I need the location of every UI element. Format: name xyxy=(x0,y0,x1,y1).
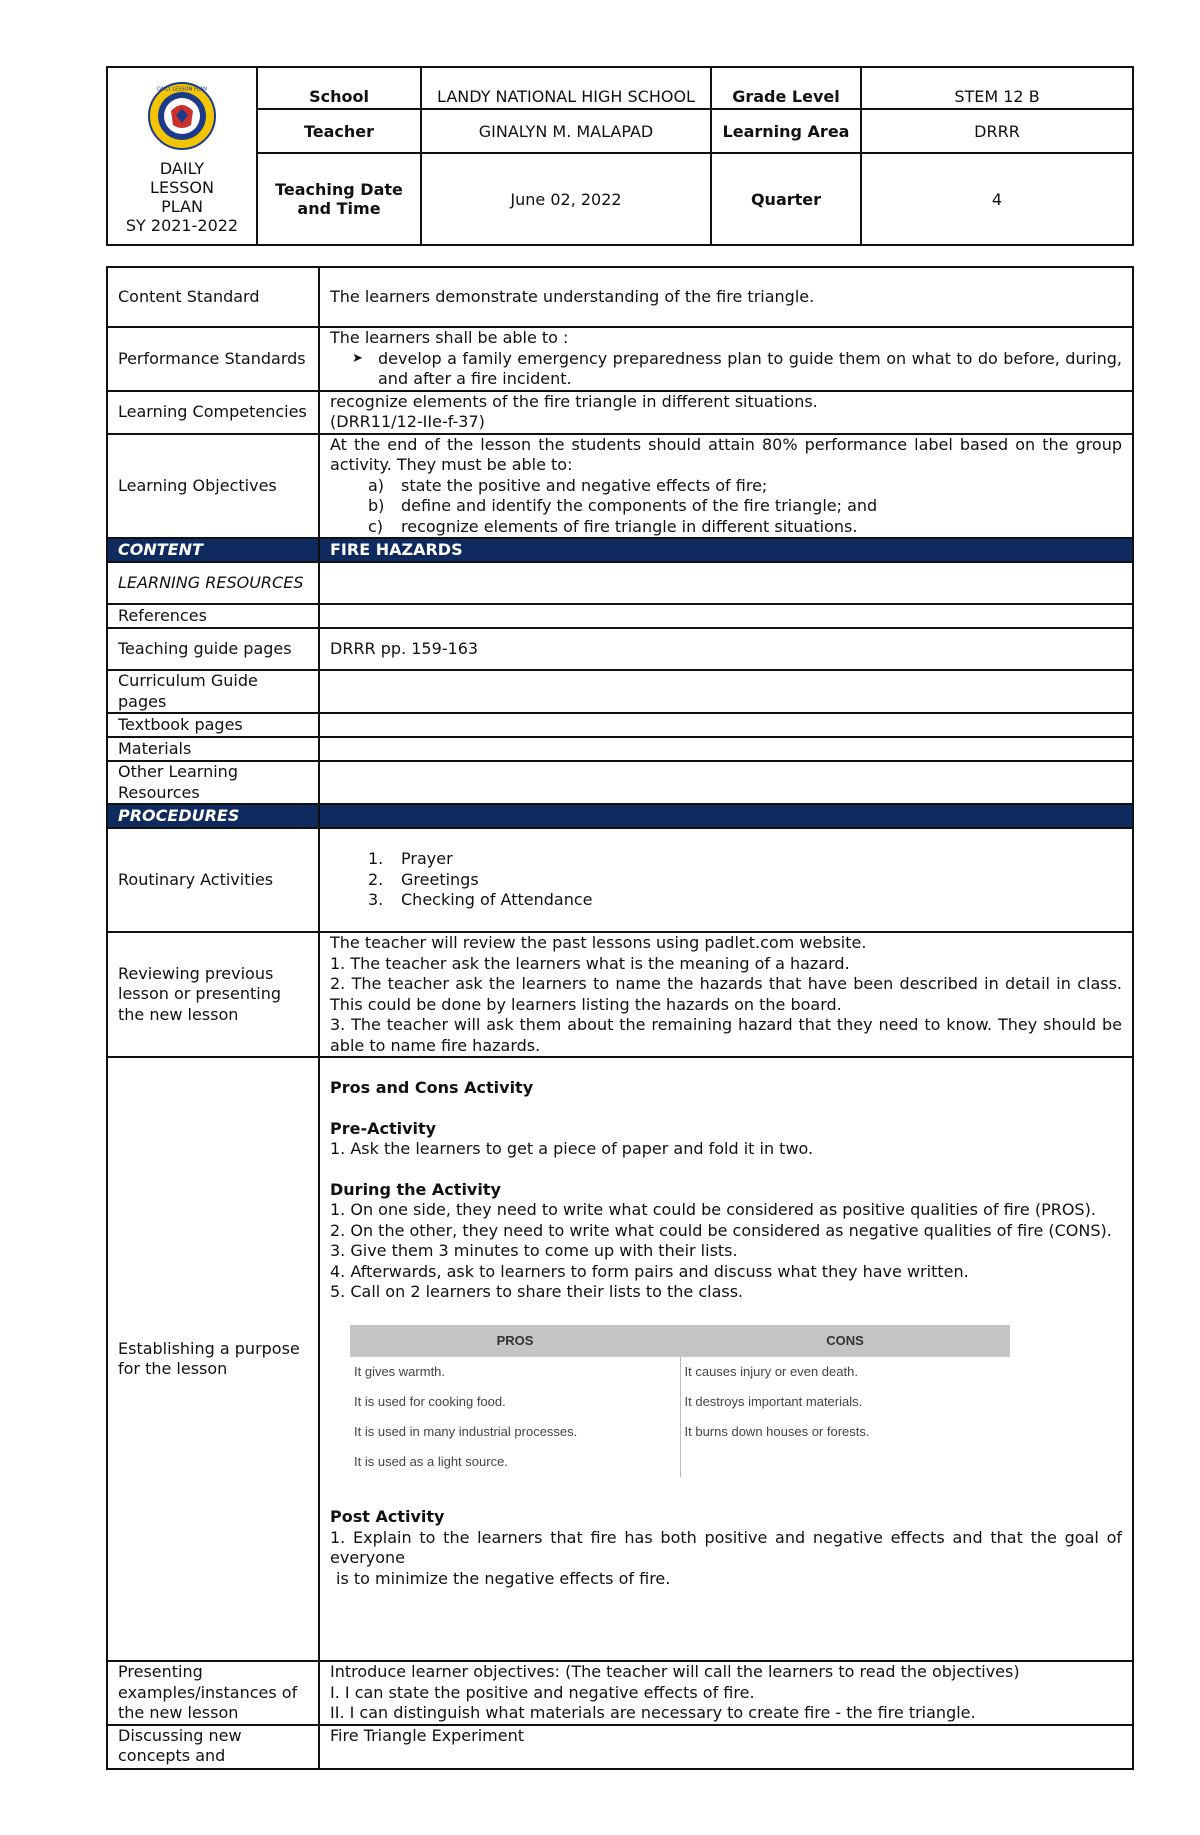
table-row xyxy=(350,1447,1010,1477)
procedures-band xyxy=(107,804,1133,828)
post-activity-step-cont: is to minimize the negative effects of fire. xyxy=(336,1568,671,1588)
reviewing-line: 3. The teacher will ask them about the remaining hazard that they need to know. They should be able to name fire hazards. xyxy=(330,1015,1122,1055)
during-step: 3. Give them 3 minutes to come up with their lists. xyxy=(330,1241,738,1260)
plan-title-line-1: DAILY xyxy=(159,159,205,178)
during-step: 2. On the other, they need to write what could be considered as negative qualities of fire (CONS). xyxy=(330,1220,1112,1240)
learning-competencies-row xyxy=(107,391,1133,434)
performance-intro: The learners shall be able to : xyxy=(330,328,569,347)
activity-title: Pros and Cons Activity xyxy=(330,1078,534,1097)
reviewing-line: 2. The teacher ask the learners to name the hazards that have been described in detail in class. This could be done by learners listing the hazards on the board. xyxy=(330,974,1122,1014)
reviewing-row xyxy=(107,932,1133,1057)
discussing-value: Fire Triangle Experiment xyxy=(319,1725,1133,1769)
school-seal-logo xyxy=(147,81,217,151)
pre-activity-title: Pre-Activity xyxy=(330,1118,437,1138)
teacher-value: GINALYN M. MALAPAD xyxy=(421,109,711,153)
pros-cons-table xyxy=(350,1325,1010,1478)
cons-header: CONS xyxy=(680,1325,1010,1358)
procedures-label: PROCEDURES xyxy=(107,804,319,828)
pros-item: It is used for cooking food. xyxy=(350,1387,680,1417)
discussing-label: Discussing new concepts and xyxy=(107,1725,319,1769)
materials-label: Materials xyxy=(107,737,319,761)
during-step: 5. Call on 2 learners to share their lists to the class. xyxy=(330,1282,744,1301)
cons-item: It burns down houses or forests. xyxy=(684,1424,870,1439)
performance-item: ➤ develop a family emergency preparedness plan to guide them on what to do before, during, and after a fire incident. xyxy=(352,349,1122,390)
cons-item xyxy=(680,1447,1010,1477)
pros-header: PROS xyxy=(350,1325,680,1358)
routinary-item: 1. Prayer xyxy=(368,849,453,869)
learning-area-value: DRRR xyxy=(861,109,1133,153)
learning-competencies-label: Learning Competencies xyxy=(107,391,319,434)
discussing-row xyxy=(107,1725,1133,1769)
teaching-date-label: Teaching Date and Time xyxy=(257,153,421,245)
learning-resources-value xyxy=(319,562,1133,604)
plan-title-line-3: PLAN xyxy=(161,197,203,216)
quarter-label: Quarter xyxy=(711,153,861,245)
school-value: LANDY NATIONAL HIGH SCHOOL xyxy=(421,67,711,109)
presenting-row xyxy=(107,1661,1133,1725)
content-label: CONTENT xyxy=(107,538,319,562)
during-step: 4. Afterwards, ask to learners to form pairs and discuss what they have written. xyxy=(330,1261,969,1281)
objective-item: a) state the positive and negative effects of fire; xyxy=(368,475,768,495)
pros-item: It is used as a light source. xyxy=(350,1447,680,1477)
content-standard-row xyxy=(107,267,1133,327)
school-label: School xyxy=(257,67,421,109)
post-activity-step: 1. Explain to the learners that fire has both positive and negative effects and that the goal of everyone xyxy=(330,1527,1122,1567)
teacher-label: Teacher xyxy=(257,109,421,153)
learning-objectives-label: Learning Objectives xyxy=(107,434,319,539)
table-row xyxy=(350,1417,1010,1447)
cons-item: It causes injury or even death. xyxy=(684,1364,858,1379)
pros-item: It gives warmth. xyxy=(350,1357,680,1387)
textbook-pages-label: Textbook pages xyxy=(107,713,319,737)
routinary-item: 3. Checking of Attendance xyxy=(368,890,593,910)
grade-level-label: Grade Level xyxy=(711,67,861,109)
performance-standards-row xyxy=(107,327,1133,391)
lesson-header-table xyxy=(106,66,1134,246)
procedures-value xyxy=(319,804,1133,828)
presenting-line: Introduce learner objectives: (The teacher will call the learners to read the objectives) xyxy=(330,1662,1020,1681)
presenting-line: II. I can distinguish what materials are necessary to create fire - the fire triangle. xyxy=(330,1703,976,1722)
teaching-guide-value: DRRR pp. 159-163 xyxy=(319,628,1133,670)
competency-code: (DRR11/12-IIe-f-37) xyxy=(330,412,485,431)
references-value xyxy=(319,604,1133,628)
learning-area-label: Learning Area xyxy=(711,109,861,153)
objective-item: b) define and identify the components of the fire triangle; and xyxy=(368,496,878,515)
presenting-line: I. I can state the positive and negative effects of fire. xyxy=(330,1682,755,1702)
teaching-date-value: June 02, 2022 xyxy=(421,153,711,245)
reviewing-line: The teacher will review the past lessons using padlet.com website. xyxy=(330,933,867,952)
content-value: FIRE HAZARDS xyxy=(319,538,1133,562)
references-label: References xyxy=(107,604,319,628)
materials-value xyxy=(319,737,1133,761)
pros-item: It is used in many industrial processes. xyxy=(350,1417,680,1447)
competency-text: recognize elements of the fire triangle in different situations. xyxy=(330,391,818,411)
other-resources-value xyxy=(319,761,1133,804)
content-standard-label: Content Standard xyxy=(107,267,319,327)
presenting-label: Presenting examples/instances of the new lesson xyxy=(107,1661,319,1725)
during-step: 1. On one side, they need to write what could be considered as positive qualities of fire (PROS). xyxy=(330,1200,1096,1219)
objectives-intro: At the end of the lesson the students should attain 80% performance label based on the group activity. They must be able to: xyxy=(330,434,1122,474)
curriculum-guide-value xyxy=(319,670,1133,713)
cons-item: It destroys important materials. xyxy=(684,1394,863,1409)
pre-activity-step: 1. Ask the learners to get a piece of paper and fold it in two. xyxy=(330,1139,814,1158)
establishing-label: Establishing a purpose for the lesson xyxy=(107,1057,319,1661)
quarter-value: 4 xyxy=(861,153,1133,245)
table-row xyxy=(350,1387,1010,1417)
learning-objectives-row xyxy=(107,434,1133,539)
table-row xyxy=(350,1357,1010,1387)
other-resources-label: Other Learning Resources xyxy=(107,761,319,804)
learning-resources-label: LEARNING RESOURCES xyxy=(107,562,319,604)
objective-item: c) recognize elements of fire triangle in different situations. xyxy=(368,516,858,536)
school-year: SY 2021-2022 xyxy=(125,216,239,235)
reviewing-line: 1. The teacher ask the learners what is the meaning of a hazard. xyxy=(330,953,850,973)
content-standard-value: The learners demonstrate understanding of the fire triangle. xyxy=(319,267,1133,327)
textbook-pages-value xyxy=(319,713,1133,737)
during-activity-title: During the Activity xyxy=(330,1179,501,1199)
post-activity-title: Post Activity xyxy=(330,1507,445,1526)
establishing-row xyxy=(107,1057,1133,1661)
curriculum-guide-label: Curriculum Guide pages xyxy=(107,670,319,713)
teaching-guide-label: Teaching guide pages xyxy=(107,628,319,670)
grade-level-value: STEM 12 B xyxy=(861,67,1133,109)
routinary-label: Routinary Activities xyxy=(107,828,319,932)
routinary-item: 2. Greetings xyxy=(368,869,479,889)
svg-text:DAILY LESSON PLAN: DAILY LESSON PLAN xyxy=(156,86,208,93)
content-band xyxy=(107,538,1133,562)
lesson-plan-table xyxy=(106,266,1134,1770)
logo-cell xyxy=(107,67,257,245)
plan-title-line-2: LESSON xyxy=(150,178,214,197)
reviewing-label: Reviewing previous lesson or presenting the new lesson xyxy=(107,932,319,1057)
routinary-row xyxy=(107,828,1133,932)
performance-standards-label: Performance Standards xyxy=(107,327,319,391)
